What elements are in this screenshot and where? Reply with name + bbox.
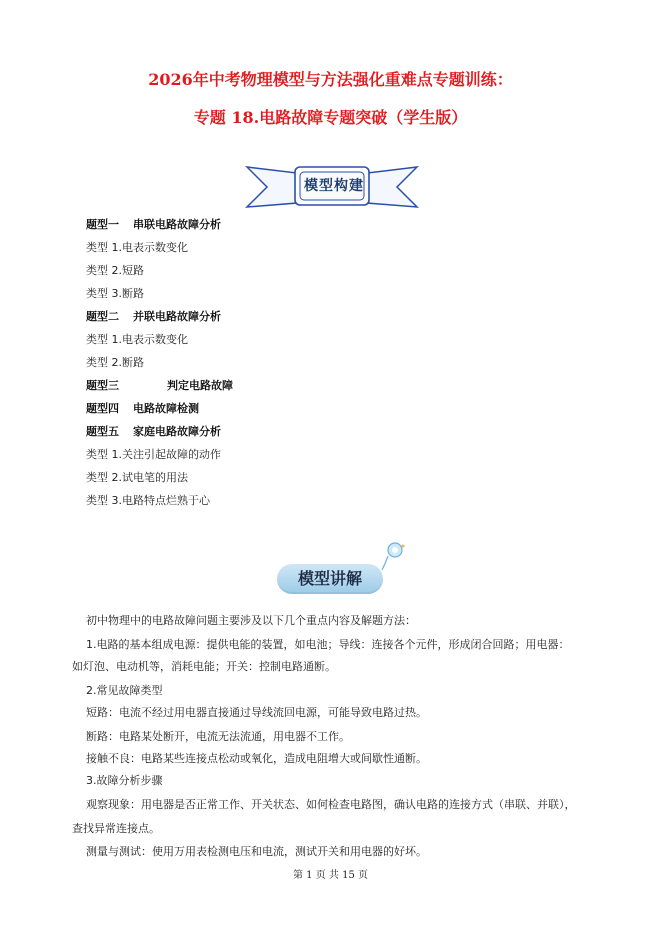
toc-subitem: 类型 3.电路特点烂熟于心 [86,494,210,507]
toc-heading-label: 题型二 [86,310,119,323]
doc-title-line1: 2026年中考物理模型与方法强化重难点专题训练： [148,70,513,89]
toc-heading-text: 串联电路故障分析 [133,218,221,231]
toc-subitem: 类型 1.电表示数变化 [86,333,188,346]
doc-title-line2: 专题 18.电路故障专题突破（学生版） [193,108,468,127]
model-build-label: 模型构建 [304,178,364,194]
toc-heading-text: 家庭电路故障分析 [133,425,221,438]
toc-heading-label: 题型一 [86,218,119,231]
body-line: 1.电路的基本组成电源：提供电能的装置，如电池；导线：连接各个元件，形成闭合回路；用电器： [86,638,570,651]
body-line: 查找异常连接点。 [72,822,160,835]
toc-heading-label: 题型三 [86,379,119,392]
toc-heading [86,308,221,326]
model-build-banner [245,159,419,215]
toc-heading [86,377,233,395]
body-line: 断路：电路某处断开，电流无法流通，用电器不工作。 [86,730,350,743]
toc-heading [86,423,221,441]
toc-subitem: 类型 1.电表示数变化 [86,241,188,254]
body-line: 初中物理中的电路故障问题主要涉及以下几个重点内容及解题方法： [86,614,416,627]
toc-heading-text: 电路故障检测 [133,402,199,415]
model-explain-label: 模型讲解 [297,569,362,588]
toc-subitem: 类型 1.关注引起故障的动作 [86,448,221,461]
body-line: 3.故障分析步骤 [86,774,163,787]
toc-heading-label: 题型四 [86,402,119,415]
toc-heading [86,216,221,234]
body-line: 如灯泡、电动机等，消耗电能；开关：控制电路通断。 [72,660,336,673]
model-explain-banner [275,540,411,598]
toc-heading [86,400,199,418]
toc-heading-text: 判定电路故障 [167,379,233,392]
toc-heading-text: 并联电路故障分析 [133,310,221,323]
body-line: 测量与测试：使用万用表检测电压和电流，测试开关和用电器的好坏。 [86,845,427,858]
toc-heading-label: 题型五 [86,425,119,438]
body-line: 接触不良：电路某些连接点松动或氧化，造成电阻增大或间歇性通断。 [86,752,427,765]
toc-subitem: 类型 2.断路 [86,356,144,369]
page-footer: 第 1 页 共 15 页 [293,870,368,881]
body-line: 2.常见故障类型 [86,684,163,697]
body-line: 观察现象：用电器是否正常工作、开关状态、如何检查电路图，确认电路的连接方式（串联、并联）， [86,798,576,811]
toc-subitem: 类型 2.短路 [86,264,144,277]
toc-subitem: 类型 2.试电笔的用法 [86,471,188,484]
body-line: 短路：电流不经过用电器直接通过导线流回电源，可能导致电路过热。 [86,706,427,719]
toc-subitem: 类型 3.断路 [86,287,144,300]
